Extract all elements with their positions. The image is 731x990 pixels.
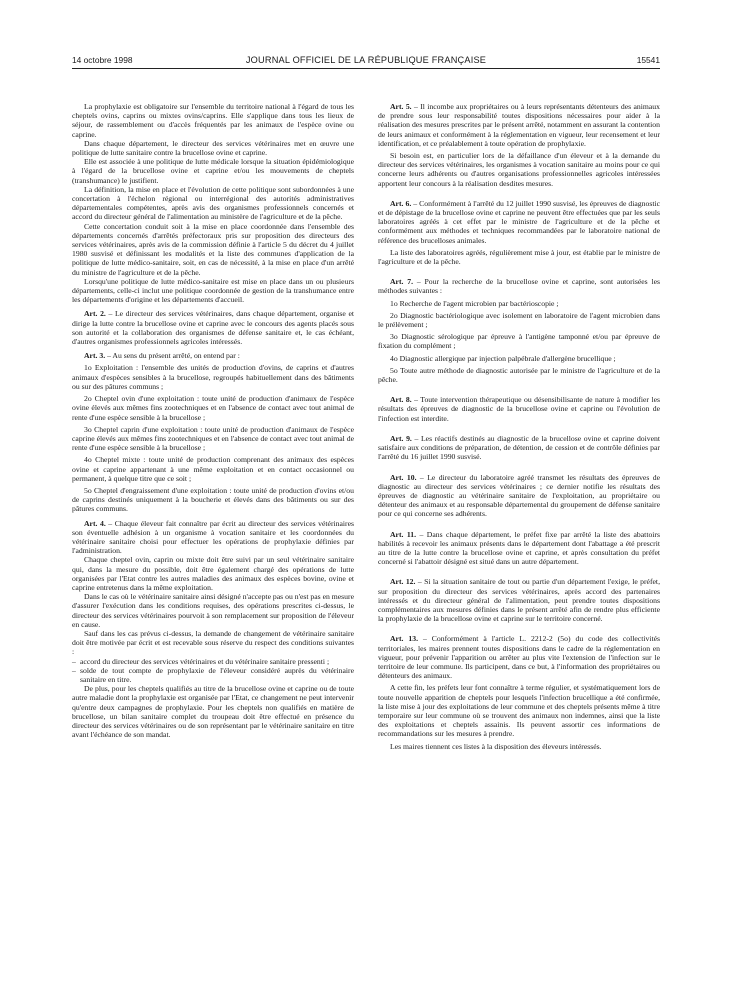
item-text: Cheptel mixte : toute unité de production comprenant des animaux des espèces ovine et caprine appartenant à une même exploitation et en contact occasionnel ou permanent, à quelque titre que ce soit ; bbox=[72, 455, 354, 483]
definition-item bbox=[72, 486, 354, 514]
article-label: Art. 5. bbox=[390, 102, 412, 111]
definition-item bbox=[72, 394, 354, 422]
item-text: Recherche de l'agent microbien par bactérioscopie ; bbox=[397, 298, 559, 308]
article-12 bbox=[378, 577, 660, 623]
item-text: Exploitation : l'ensemble des unités de production d'ovins, de caprins et d'autres animaux d'espèces sensibles à la brucellose, regroupés habituellement dans des bâtiments ou sur des pâtures communs ; bbox=[72, 363, 354, 391]
paragraph: La prophylaxie est obligatoire sur l'ensemble du territoire national à l'égard de tous les cheptels ovins, caprins ou mixtes ovins/caprins. Elle s'applique dans tous les lieux de séjour, de rassemblement ou d'accès fréquentés par les animaux de l'espèce ovine ou caprine. bbox=[72, 102, 354, 139]
item-number: 4o bbox=[390, 353, 398, 363]
item-number: 1o bbox=[390, 298, 398, 308]
item-text: Cheptel caprin d'une exploitation : toute unité de production d'animaux de l'espèce caprine élevés aux mêmes fins zootechniques et en l'absence de contact avec tout animal de rente d'une espèce sensible à la brucellose ; bbox=[72, 424, 354, 453]
page-header bbox=[72, 55, 660, 69]
method-item bbox=[378, 332, 660, 350]
definition-item bbox=[72, 455, 354, 483]
article-text: – Conformément à l'arrêté du 12 juillet 1990 susvisé, les épreuves de diagnostic et de dépistage de la brucellose ovine et caprine ne peuvent être effectuées que par les seuls laboratoires agréés à cet effet par le ministre de l'agriculture et de la pêche et conformément aux méthodes et techniques recommandées par le laboratoire national de référence des brucelloses animales. bbox=[378, 198, 660, 245]
right-column bbox=[378, 102, 660, 751]
paragraph: Cette concertation conduit soit à la mise en place coordonnée dans l'ensemble des départements concernés d'arrêtés préfectoraux pris sur proposition des directeurs des services vétérinaires, après avis de la commission définie à l'article 5 du décret du 4 juillet 1980 susvisé et définissant les modalités et la liste des communes d'application de la politique de lutte médico-sanitaire, soit, en cas de nécessité, à la mise en place d'un arrêté du ministre de l'agriculture et de la pêche. bbox=[72, 221, 354, 277]
page-number: 15541 bbox=[636, 55, 660, 65]
article-label: Art. 12. bbox=[390, 577, 416, 587]
article-9 bbox=[378, 434, 660, 462]
paragraph: La définition, la mise en place et l'évolution de cette politique sont subordonnées à une concertation à l'échelon régional ou interrégional des autorités administratives départementales compétentes, après avis des organismes professionnels concernés et accord du directeur général de l'alimentation au ministère de l'agriculture et de la pêche. bbox=[72, 184, 354, 222]
paragraph: Dans chaque département, le directeur des services vétérinaires met en œuvre une politique de lutte sanitaire contre la brucellose ovine et caprine. bbox=[72, 138, 354, 158]
article-label: Art. 11. bbox=[390, 529, 417, 539]
header-date: 14 octobre 1998 bbox=[72, 55, 133, 65]
article-label: Art. 6. bbox=[390, 198, 412, 208]
item-number: 1o bbox=[84, 363, 92, 373]
paragraph: Dans le cas où le vétérinaire sanitaire ainsi désigné n'accepte pas ou n'est pas en mesure d'assurer l'exécution dans les conditions requises, des opérations prescrites ci-dessus, le directeur des services vétérinaires pourvoit à son remplacement sur proposition de l'éleveur en cause. bbox=[72, 592, 354, 629]
article-text: – Le directeur des services vétérinaires, dans chaque département, organise et dirige la lutte contre la brucellose ovine et caprine avec le concours des agents placés sous son autorité et la collaboration des organismes de défense sanitaire et, le cas échéant, d'autres organismes professionnels agricoles intéressés. bbox=[72, 309, 354, 347]
article-text: – Les réactifs destinés au diagnostic de la brucellose ovine et caprine doivent satisfaire aux conditions de préparation, de détention, de cession et de contrôle définies par l'arrêté du 16 juillet 1990 susvisé. bbox=[378, 433, 660, 462]
article-text: – Si la situation sanitaire de tout ou partie d'un département l'exige, le préfet, sur proposition du directeur des services vétérinaires, après accord des partenaires intéressés et du directeur général de l'alimentation, peut prendre toutes dispositions complémentaires aux mesures définies dans le présent arrêté afin de rendre plus efficiente la prophylaxie de la brucellose ovine et caprine sur le territoire concerné. bbox=[378, 577, 660, 624]
article-text: – Au sens du présent arrêté, on entend par : bbox=[105, 351, 240, 361]
paragraph: A cette fin, les préfets leur font connaître à terme régulier, et systématiquement lors de toute nouvelle apparition de cheptels pour lesquels l'infection brucellique a été confirmée, la liste mise à jour des exploitations de leur commune et des cheptels présents même à titre temporaire sur leur commune où se trouvent des animaux non indemnes, ainsi que la liste des exploitations et cheptels assainis. Ils peuvent assortir ces informations de recommandations sur les mesures à prendre. bbox=[378, 683, 660, 739]
article-6 bbox=[378, 199, 660, 245]
journal-title: JOURNAL OFFICIEL DE LA RÉPUBLIQUE FRANÇAISE bbox=[245, 55, 487, 65]
item-number: 5o bbox=[84, 485, 92, 495]
article-13 bbox=[378, 634, 660, 680]
article-4 bbox=[72, 519, 354, 556]
item-number: 4o bbox=[84, 455, 92, 465]
article-label: Art. 3. bbox=[84, 351, 106, 361]
method-item bbox=[378, 311, 660, 329]
article-text: – Conformément à l'article L. 2212-2 (5o) du code des collectivités territoriales, les maires prennent toutes dispositions dans le cadre de la réglementation en vigueur, pour prévenir l'apparition ou arrêter au plus vite l'extension de l'infection sur le territoire de leur commune. Ils participent, dans ce but, à l'information des propriétaires ou détenteurs des animaux. bbox=[378, 634, 660, 681]
article-11 bbox=[378, 530, 660, 567]
article-text: – Il incombe aux propriétaires ou à leurs représentants détenteurs des animaux de prendre sous leur responsabilité toutes dispositions nécessaires pour aider à la réalisation des mesures prescrites par le présent arrêté, notamment en assurant la contention de leurs animaux et conformément à la réglementation en vigueur, leur recensement et leur identification, et ce préalablement à toute opération de prophylaxie. bbox=[378, 102, 660, 148]
article-text: – Pour la recherche de la brucellose ovine et caprine, sont autorisées les méthodes suivantes : bbox=[378, 277, 660, 296]
article-10 bbox=[378, 473, 660, 519]
article-label: Art. 9. bbox=[390, 433, 412, 443]
article-3 bbox=[72, 351, 354, 360]
definition-item bbox=[72, 363, 354, 391]
method-item bbox=[378, 366, 660, 384]
article-7 bbox=[378, 277, 660, 295]
paragraph: Sauf dans les cas prévus ci-dessus, la demande de changement de vétérinaire sanitaire doit être motivée par écrit et est recevable sous réserve du respect des conditions suivantes : bbox=[72, 628, 354, 657]
method-item bbox=[378, 299, 660, 308]
item-text: Diagnostic sérologique par épreuve à l'antigène tamponné et/ou par épreuve de fixation du complément ; bbox=[378, 332, 660, 351]
article-2 bbox=[72, 309, 354, 346]
article-text: – Dans chaque département, le préfet fixe par arrêté la liste des abattoirs habilités à recevoir les animaux présents dans le département dont l'abattage a été prescrit au titre de la lutte contre la brucellose ovine et caprine, et après consultation du préfet concerné si l'abattoir désigné est situé dans un autre département. bbox=[378, 529, 660, 567]
condition-item: – accord du directeur des services vétérinaires et du vétérinaire sanitaire pressenti ; bbox=[72, 657, 354, 666]
method-item bbox=[378, 354, 660, 363]
definition-item bbox=[72, 425, 354, 453]
item-number: 2o bbox=[84, 394, 92, 404]
paragraph: De plus, pour les cheptels qualifiés au titre de la brucellose ovine et caprine ou de toute autre maladie dont la prophylaxie est organisée par l'Etat, ce changement ne peut intervenir qu'entre deux campagnes de prophylaxie. Pour les cheptels non qualifiés en matière de brucellose, un bilan sanitaire complet du troupeau doit être effectué en présence du directeur des services vétérinaires ou de son représentant par le vétérinaire sanitaire en titre avant l'échéance de son mandat. bbox=[72, 684, 354, 740]
item-text: Cheptel ovin d'une exploitation : toute unité de production d'animaux de l'espèce ovine élevés aux mêmes fins zootechniques et en l'absence de contact avec tout animal de rente d'une espèce sensible à la brucellose ; bbox=[72, 394, 354, 422]
article-label: Art. 13. bbox=[390, 634, 419, 644]
article-label: Art. 4. bbox=[84, 518, 106, 528]
paragraph: Si besoin est, en particulier lors de la défaillance d'un éleveur et à la demande du directeur des services vétérinaires, les organismes à vocation sanitaire au moins pour ce qui concerne leurs adhérents ou d'autres organisations professionnelles agricoles intéressées apportent leur concours à la réalisation desdites mesures. bbox=[378, 151, 660, 188]
item-number: 5o bbox=[390, 365, 398, 375]
article-label: Art. 2. bbox=[84, 309, 106, 319]
article-text: – Le directeur du laboratoire agréé transmet les résultats des épreuves de diagnostic au directeur des services vétérinaires ; ce dernier notifie les résultats des épreuves de diagnostic au vétérinaire sanitaire de l'exploitation, au propriétaire ou détenteur des animaux et au responsable départemental du groupement de défense sanitaire pour ce qui concerne ses adhérents. bbox=[378, 472, 661, 519]
article-label: Art. 8. bbox=[390, 395, 412, 405]
header-rule bbox=[72, 68, 660, 69]
item-text: Cheptel d'engraissement d'une exploitation : toute unité de production d'ovins et/ou de caprins destinés uniquement à la boucherie et élevés dans des bâtiments ou sur des pâtures communs. bbox=[72, 485, 354, 514]
article-label: Art. 10. bbox=[390, 472, 417, 482]
article-5 bbox=[378, 102, 660, 148]
paragraph: Les maires tiennent ces listes à la disposition des éleveurs intéressés. bbox=[390, 741, 602, 751]
condition-item: – solde de tout compte de prophylaxie de l'éleveur considéré auprès du vétérinaire sanitaire en titre. bbox=[72, 666, 354, 684]
article-8 bbox=[378, 395, 660, 423]
article-text: – Chaque éleveur fait connaître par écrit au directeur des services vétérinaires son éventuelle adhésion à un organisme à vocation sanitaire et les coordonnées du vétérinaire sanitaire choisi pour effectuer les opérations de prophylaxie définies par l'administration. bbox=[72, 518, 354, 556]
article-text: – Toute intervention thérapeutique ou désensibilisante de nature à modifier les résultats des épreuves de diagnostic de la brucellose ovine et caprine ou l'évolution de l'infection est interdite. bbox=[378, 395, 660, 423]
item-number: 2o bbox=[390, 310, 398, 320]
paragraph: La liste des laboratoires agréés, régulièrement mise à jour, est établie par le ministre de l'agriculture et de la pêche. bbox=[378, 247, 660, 267]
item-text: Diagnostic allergique par injection palpébrale d'allergène brucellique ; bbox=[397, 353, 616, 363]
paragraph: Elle est associée à une politique de lutte médicale lorsque la situation épidémiologique à l'égard de la brucellose ovine et caprine et/ou les mouvements de cheptels (transhumance) le justifient. bbox=[72, 157, 354, 185]
left-column bbox=[72, 102, 354, 739]
item-number: 3o bbox=[84, 424, 92, 434]
paragraph: Lorsqu'une politique de lutte médico-sanitaire est mise en place dans un ou plusieurs départements, celle-ci inclut une politique coordonnée de gestion de la transhumance entre les départements d'origine et les départements d'accueil. bbox=[72, 276, 354, 305]
item-number: 3o bbox=[390, 332, 398, 342]
item-text: Toute autre méthode de diagnostic autorisée par le ministre de l'agriculture et de la pêche. bbox=[378, 365, 660, 385]
article-label: Art. 7. bbox=[390, 277, 414, 287]
paragraph: Chaque cheptel ovin, caprin ou mixte doit être suivi par un seul vétérinaire sanitaire qui, dans la mesure du possible, doit être également chargé des opérations de lutte organisées par l'Etat contre les autres maladies des animaux des espèces bovine, ovine et caprine entretenus dans la même exploitation. bbox=[72, 555, 354, 592]
item-text: Diagnostic bactériologique avec isolement en laboratoire de l'agent microbien dans le prélèvement ; bbox=[378, 310, 660, 330]
